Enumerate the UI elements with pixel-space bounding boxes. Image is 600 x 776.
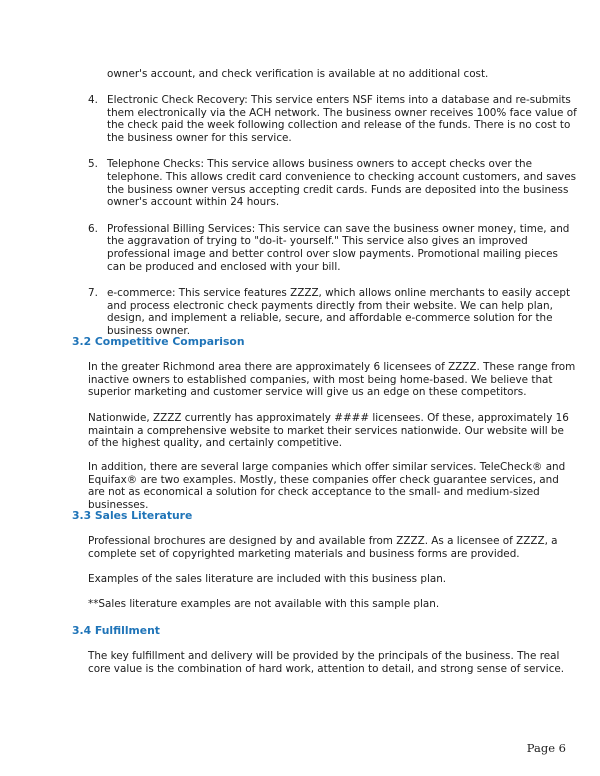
page-number: Page 6: [526, 741, 566, 755]
section-heading-fulfillment: 3.4 Fulfillment: [72, 624, 160, 637]
competitive-paragraph: Nationwide, ZZZZ currently has approximately #### licensees. Of these, approximately 16 maintain a comprehensive website to market their services nationwide. Our website will be of the highest quality, and certainly competitive.: [88, 412, 569, 450]
list-item: [88, 287, 578, 337]
competitive-paragraph: In the greater Richmond area there are approximately 6 licensees of ZZZZ. These range from inactive owners to established companies, with most being home-based. We believe that superior marketing and customer service will give us an edge on these competitors.: [88, 361, 576, 399]
list-item-text: Professional Billing Services: This service can save the business owner money, time, and the aggravation of trying to "do-it- yourself." This service also gives an improved professional image and better control over slow payments. Promotional mailing pieces can be produced and enclosed with your bill.: [107, 222, 570, 273]
fulfillment-paragraph: The key fulfillment and delivery will be provided by the principals of the business. The real core value is the combination of hard work, attention to detail, and strong sense of service.: [88, 650, 565, 675]
list-item-number: 6.: [88, 222, 98, 235]
list-item-number: 5.: [88, 158, 98, 171]
literature-paragraph: **Sales literature examples are not available with this sample plan.: [88, 598, 440, 610]
service-list: [88, 94, 578, 352]
competitive-paragraph: In addition, there are several large companies which offer similar services. TeleCheck® and Equifax® are two examples. Mostly, these companies offer check guarantee services, and are not as economical a solution for check acceptance to the small- and medium-sized businesses.: [88, 461, 566, 511]
literature-paragraph: Examples of the sales literature are included with this business plan.: [88, 573, 447, 585]
section-heading-competitive-comparison: 3.2 Competitive Comparison: [72, 335, 245, 348]
list-item-text: e-commerce: This service features ZZZZ, which allows online merchants to easily accept and process electronic check payments directly from their website. We can help plan, design, and implement a reliable, secure, and affordable e-commerce solution for the business owner.: [107, 287, 571, 337]
list-item: [88, 223, 578, 273]
list-item-number: 4.: [88, 94, 98, 106]
list-item: [88, 94, 578, 144]
list-continuation-text: owner's account, and check verification is available at no additional cost.: [107, 68, 489, 80]
list-item-number: 7.: [88, 287, 98, 300]
section-heading-sales-literature: 3.3 Sales Literature: [72, 509, 193, 522]
list-item-text: Telephone Checks: This service allows business owners to accept checks over the telephone. This allows credit card convenience to checking account customers, and saves the business owner versus accepting credit cards. Funds are deposited into the business owner's account within 24 hours.: [107, 158, 577, 209]
literature-paragraph: Professional brochures are designed by and available from ZZZZ. As a licensee of ZZZZ, a complete set of copyrighted marketing materials and business forms are provided.: [88, 535, 558, 560]
list-item-text: Electronic Check Recovery: This service enters NSF items into a database and re-submits them electronically via the ACH network. The business owner receives 100% face value of the check paid the week following collection and release of the funds. There is no cost to the business owner for this service.: [107, 94, 577, 144]
list-item: [88, 158, 578, 208]
